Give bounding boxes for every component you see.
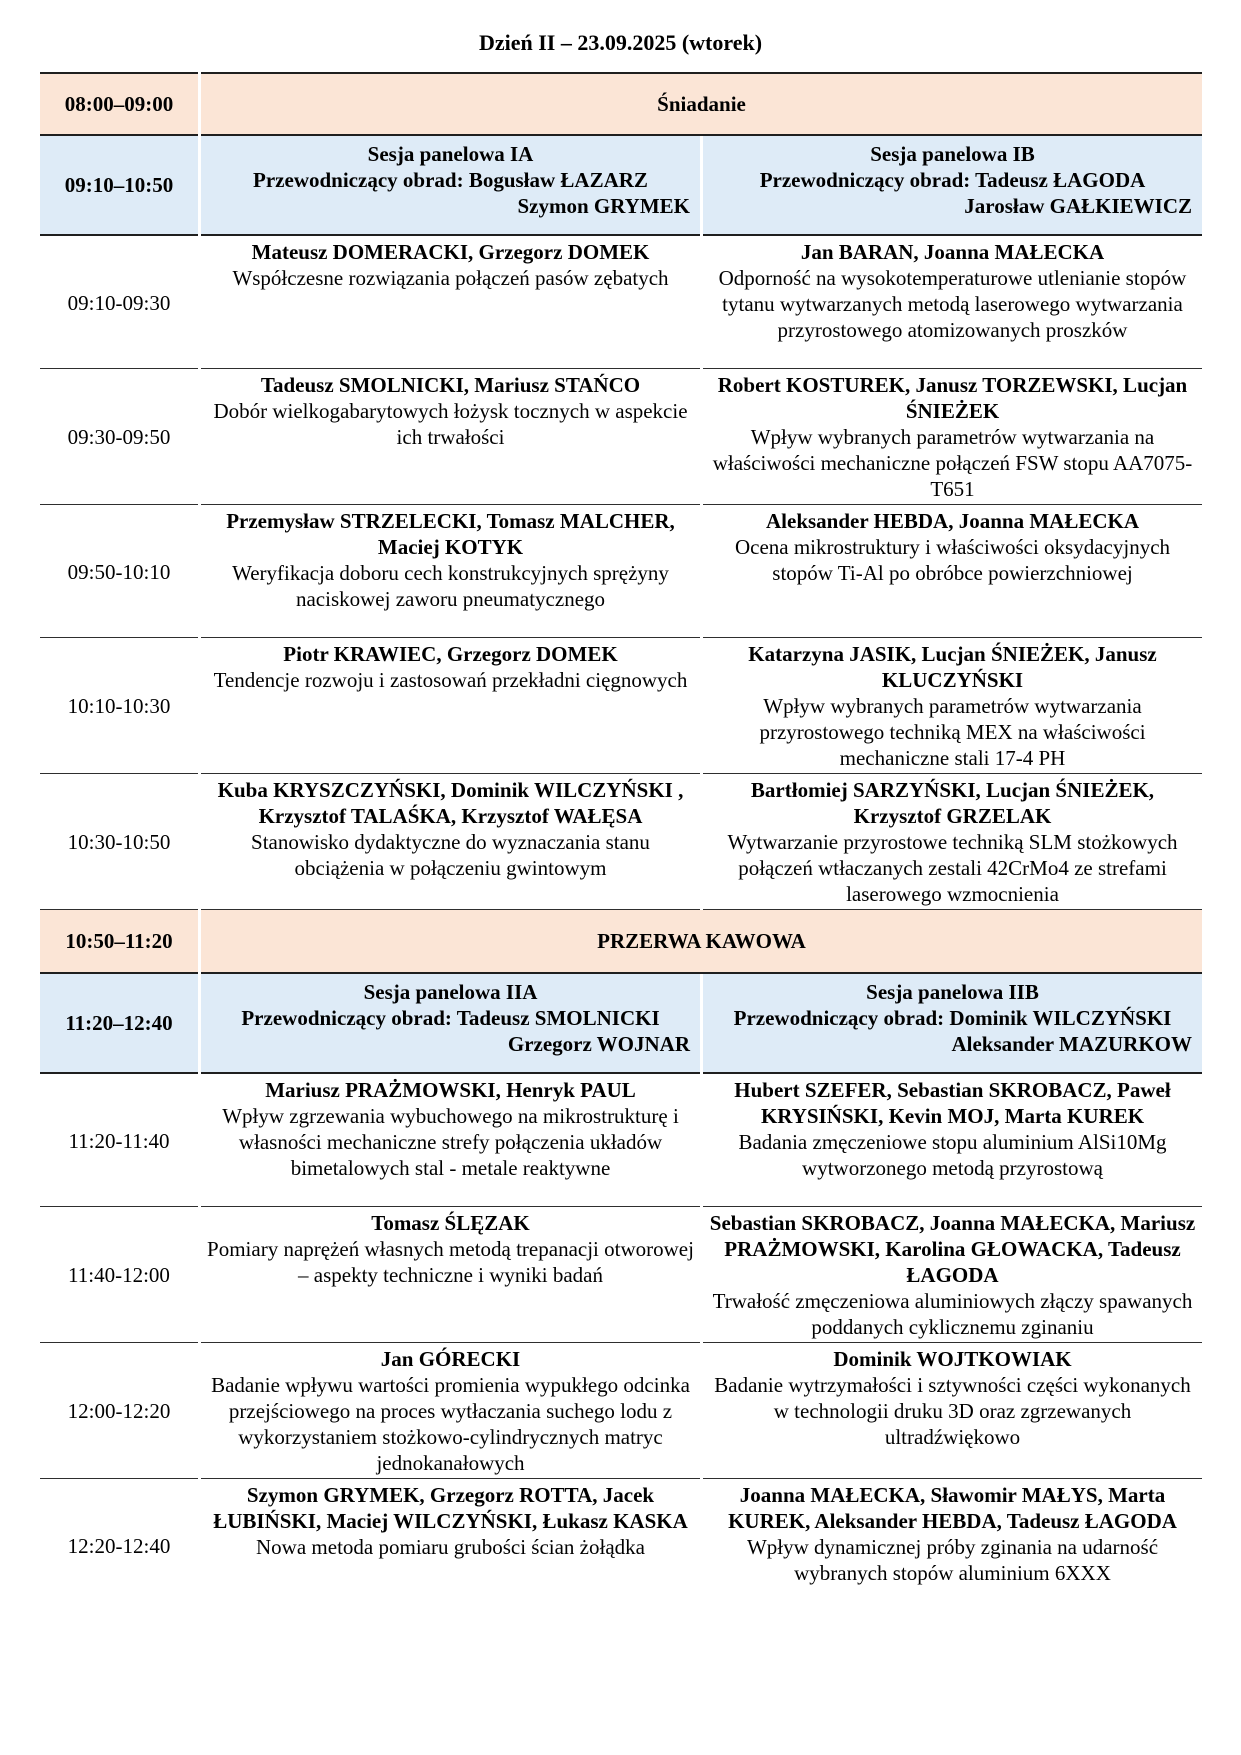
time-cell: 11:20–12:40 xyxy=(40,974,198,1074)
talk-row xyxy=(40,1343,1202,1479)
talk-row xyxy=(40,369,1202,505)
session-2b-header xyxy=(703,974,1202,1074)
talk-cell xyxy=(703,1479,1202,1612)
time-cell: 09:10–10:50 xyxy=(40,136,198,236)
session1-header-row xyxy=(40,136,1202,236)
talk-title: Ocena mikrostruktury i właściwości oksydacyjnych stopów Ti-Al po obróbce powierzchniowej xyxy=(734,535,1171,585)
talk-authors: Katarzyna JASIK, Lucjan ŚNIEŻEK, Janusz KLUCZYŃSKI xyxy=(748,642,1157,692)
talk-cell xyxy=(201,1479,700,1612)
session2-header-row xyxy=(40,974,1202,1074)
talk-authors: Aleksander HEBDA, Joanna MAŁECKA xyxy=(766,509,1139,533)
talk-title: Badanie wpływu wartości promienia wypukłego odcinka przejściowego na proces wytłaczania suchego lodu z wykorzystaniem stożkowo-cylindrycznych matryc jednokanałowych xyxy=(211,1373,690,1475)
talk-cell xyxy=(703,369,1202,505)
coffee-break-label: PRZERWA KAWOWA xyxy=(201,910,1202,974)
talk-cell xyxy=(703,1074,1202,1207)
talk-title: Trwałość zmęczeniowa aluminiowych złączy spawanych poddanych cyklicznemu zginaniu xyxy=(712,1289,1193,1339)
session-chair: Przewodniczący obrad: Tadeusz ŁAGODA xyxy=(759,168,1146,192)
session-name: Sesja panelowa IIB xyxy=(866,980,1039,1004)
session-name: Sesja panelowa IB xyxy=(870,142,1035,166)
time-cell: 12:20-12:40 xyxy=(67,1534,171,1558)
time-cell: 09:30-09:50 xyxy=(40,369,198,505)
talk-title: Nowa metoda pomiaru grubości ścian żołądka xyxy=(256,1535,645,1559)
talk-authors: Tadeusz SMOLNICKI, Mariusz STAŃCO xyxy=(260,373,641,397)
talk-cell xyxy=(703,1207,1202,1343)
talk-row xyxy=(40,638,1202,774)
talk-cell xyxy=(201,1207,700,1343)
talk-title: Tendencje rozwoju i zastosowań przekładni cięgnowych xyxy=(213,668,688,692)
session-chair: Przewodniczący obrad: Bogusław ŁAZARZ xyxy=(253,168,648,192)
talk-cell xyxy=(703,1343,1202,1479)
talk-authors: Sebastian SKROBACZ, Joanna MAŁECKA, Mariusz PRAŻMOWSKI, Karolina GŁOWACKA, Tadeusz ŁAGODA xyxy=(709,1211,1196,1287)
talk-title: Wytwarzanie przyrostowe techniką SLM stożkowych połączeń wtłaczanych zestali 42CrMo4 ze strefami laserowego wzmocnienia xyxy=(727,830,1178,906)
session-cochair: Szymon GRYMEK xyxy=(517,194,690,218)
talk-authors: Joanna MAŁECKA, Sławomir MAŁYS, Marta KUREK, Aleksander HEBDA, Tadeusz ŁAGODA xyxy=(728,1483,1177,1533)
breakfast-row xyxy=(40,72,1202,136)
time-cell: 12:00-12:20 xyxy=(40,1343,198,1479)
talk-title: Pomiary naprężeń własnych metodą trepanacji otworowej – aspekty techniczne i wyniki badań xyxy=(207,1237,694,1287)
talk-authors: Przemysław STRZELECKI, Tomasz MALCHER, Maciej KOTYK xyxy=(226,509,675,559)
time-cell: 10:10-10:30 xyxy=(40,638,198,774)
talk-title: Współczesne rozwiązania połączeń pasów zębatych xyxy=(232,266,669,290)
time-cell: 08:00–09:00 xyxy=(40,72,198,136)
session-1a-header xyxy=(201,136,700,236)
coffee-break-row xyxy=(40,910,1202,974)
time-cell: 10:30-10:50 xyxy=(40,774,198,910)
talk-title: Badanie wytrzymałości i sztywności części wykonanych w technologii druku 3D oraz zgrzewanych ultradźwiękowo xyxy=(714,1373,1191,1449)
talk-cell xyxy=(703,638,1202,774)
talk-row xyxy=(40,236,1202,369)
talk-title: Weryfikacja doboru cech konstrukcyjnych sprężyny naciskowej zaworu pneumatycznego xyxy=(232,561,669,611)
talk-title: Dobór wielkogabarytowych łożysk tocznych w aspekcie ich trwałości xyxy=(213,399,688,449)
talk-authors: Mateusz DOMERACKI, Grzegorz DOMEK xyxy=(251,240,650,264)
talk-cell xyxy=(201,369,700,505)
session-cochair: Jarosław GAŁKIEWICZ xyxy=(964,194,1192,218)
time-cell: 11:20-11:40 xyxy=(40,1074,198,1207)
talk-authors: Jan GÓRECKI xyxy=(380,1347,521,1371)
talk-authors: Kuba KRYSZCZYŃSKI, Dominik WILCZYŃSKI , Krzysztof TALAŚKA, Krzysztof WAŁĘSA xyxy=(217,778,684,828)
talk-row xyxy=(40,505,1202,638)
talk-row xyxy=(40,774,1202,910)
session-chair: Przewodniczący obrad: Tadeusz SMOLNICKI xyxy=(241,1006,660,1030)
talk-title: Badania zmęczeniowe stopu aluminium AlSi10Mg wytworzonego metodą przyrostową xyxy=(738,1130,1167,1180)
talk-cell xyxy=(201,1074,700,1207)
talk-authors: Bartłomiej SARZYŃSKI, Lucjan ŚNIEŻEK, Krzysztof GRZELAK xyxy=(750,778,1155,828)
page-title: Dzień II – 23.09.2025 (wtorek) xyxy=(478,30,763,55)
talk-authors: Piotr KRAWIEC, Grzegorz DOMEK xyxy=(283,642,618,666)
talk-authors: Jan BARAN, Joanna MAŁECKA xyxy=(800,240,1105,264)
session-1b-header xyxy=(703,136,1202,236)
talk-cell xyxy=(703,774,1202,910)
time-cell: 09:50-10:10 xyxy=(40,505,198,638)
talk-authors: Hubert SZEFER, Sebastian SKROBACZ, Paweł KRYSIŃSKI, Kevin MOJ, Marta KUREK xyxy=(734,1078,1171,1128)
session-chair: Przewodniczący obrad: Dominik WILCZYŃSKI xyxy=(733,1006,1172,1030)
talk-title: Wpływ wybranych parametrów wytwarzania na właściwości mechaniczne połączeń FSW stopu AA7075-T651 xyxy=(712,425,1193,501)
talk-title: Stanowisko dydaktyczne do wyznaczania stanu obciążenia w połączeniu gwintowym xyxy=(251,830,650,880)
talk-title: Wpływ wybranych parametrów wytwarzania przyrostowego techniką MEX na właściwości mechaniczne stali 17-4 PH xyxy=(759,694,1146,770)
talk-authors: Szymon GRYMEK, Grzegorz ROTTA, Jacek ŁUBIŃSKI, Maciej WILCZYŃSKI, Łukasz KASKA xyxy=(213,1483,688,1533)
talk-title: Wpływ zgrzewania wybuchowego na mikrostrukturę i własności mechaniczne strefy połączenia układów bimetalowych stal - metale reaktywne xyxy=(222,1104,679,1180)
talk-row xyxy=(40,1074,1202,1207)
talk-title: Odporność na wysokotemperaturowe utlenianie stopów tytanu wytwarzanych metodą laserowego wytwarzania przyrostowego atomizowanych proszków xyxy=(718,266,1187,342)
talk-cell xyxy=(703,505,1202,638)
talk-cell xyxy=(201,236,700,369)
time-cell: 11:40-12:00 xyxy=(40,1207,198,1343)
talk-authors: Robert KOSTUREK, Janusz TORZEWSKI, Lucjan ŚNIEŻEK xyxy=(717,373,1188,423)
talk-cell xyxy=(703,236,1202,369)
session-cochair: Aleksander MAZURKOW xyxy=(951,1032,1192,1056)
talk-authors: Tomasz ŚLĘZAK xyxy=(371,1211,530,1235)
talk-authors: Dominik WOJTKOWIAK xyxy=(833,1347,1072,1371)
talk-row xyxy=(40,1207,1202,1343)
talk-title: Wpływ dynamicznej próby zginania na udarność wybranych stopów aluminium 6XXX xyxy=(746,1535,1159,1585)
talk-cell xyxy=(201,638,700,774)
session-2a-header xyxy=(201,974,700,1074)
talk-cell xyxy=(201,1343,700,1479)
time-cell: 10:50–11:20 xyxy=(40,910,198,974)
schedule-table xyxy=(37,72,1205,1612)
time-cell: 09:10-09:30 xyxy=(40,236,198,369)
talk-row xyxy=(40,1479,1202,1612)
session-name: Sesja panelowa IA xyxy=(367,142,534,166)
talk-cell xyxy=(201,505,700,638)
session-name: Sesja panelowa IIA xyxy=(363,980,538,1004)
talk-authors: Mariusz PRAŻMOWSKI, Henryk PAUL xyxy=(265,1078,636,1102)
session-cochair: Grzegorz WOJNAR xyxy=(507,1032,690,1056)
talk-cell xyxy=(201,774,700,910)
breakfast-label: Śniadanie xyxy=(201,72,1202,136)
